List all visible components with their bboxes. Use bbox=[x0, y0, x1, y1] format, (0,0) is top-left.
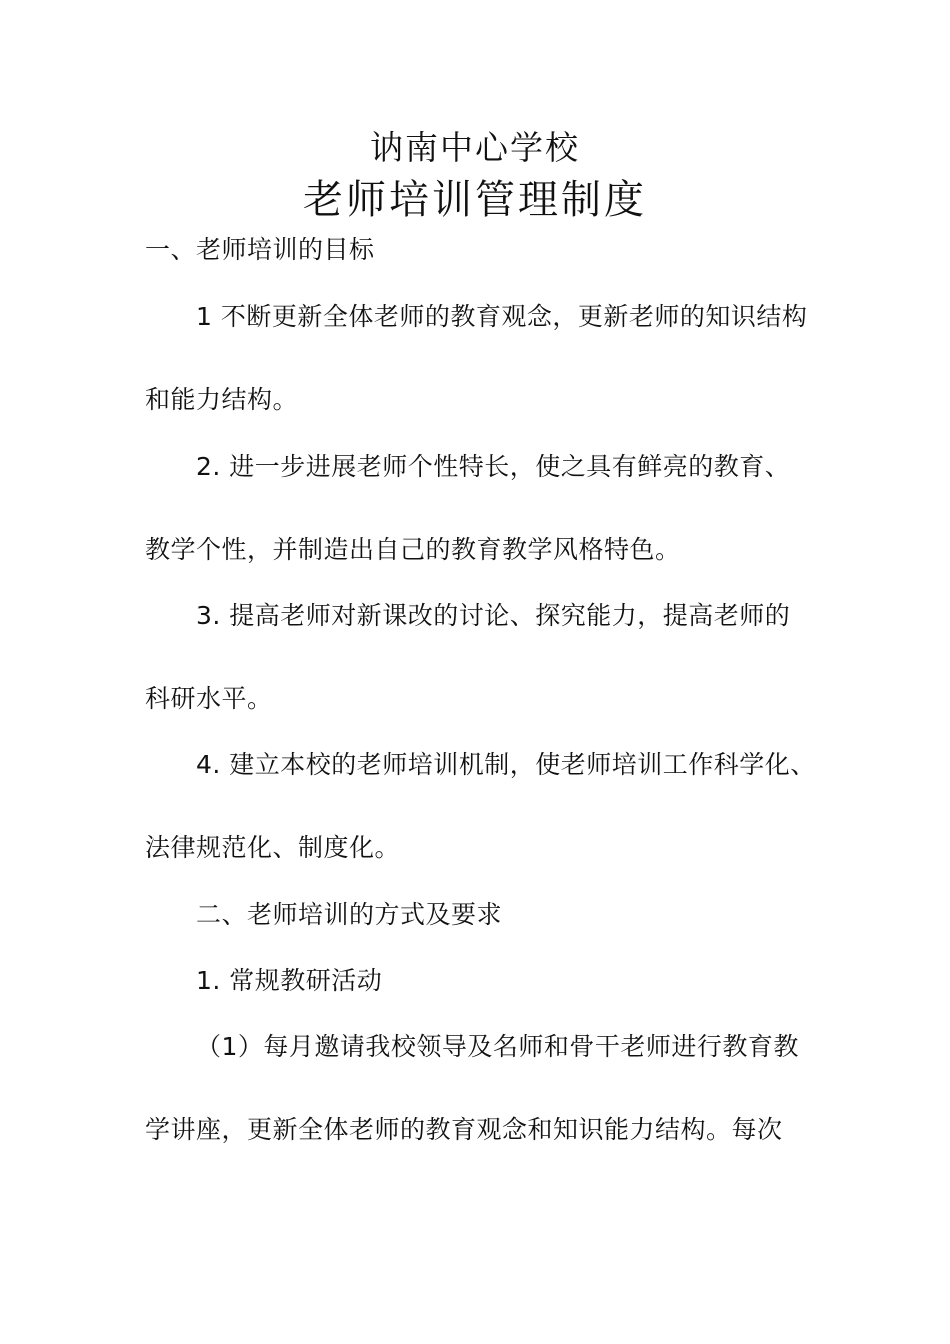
item-1-line-1: （1）每月邀请我校领导及名师和骨干老师进行教育教 bbox=[196, 1032, 799, 1061]
document-title: 老师培训管理制度 bbox=[303, 177, 647, 223]
school-name: 讷南中心学校 bbox=[370, 128, 580, 167]
goal-4-line-1: 4. 建立本校的老师培训机制，使老师培训工作科学化、 bbox=[196, 750, 816, 779]
goal-2-line-1: 2. 进一步进展老师个性特长，使之具有鲜亮的教育、 bbox=[196, 452, 791, 481]
goal-3-line-1: 3. 提高老师对新课改的讨论、探究能力，提高老师的 bbox=[196, 601, 791, 630]
subsection-routine-research: 1. 常规教研活动 bbox=[196, 966, 383, 995]
goal-1-line-2: 和能力结构。 bbox=[145, 385, 299, 414]
section-heading-goals: 一、老师培训的目标 bbox=[145, 235, 375, 264]
section-heading-methods: 二、老师培训的方式及要求 bbox=[196, 900, 503, 929]
goal-1-line-1: 1 不断更新全体老师的教育观念，更新老师的知识结构 bbox=[196, 302, 808, 331]
item-1-line-2: 学讲座，更新全体老师的教育观念和知识能力结构。每次 bbox=[145, 1115, 783, 1144]
goal-3-line-2: 科研水平。 bbox=[145, 684, 273, 713]
goal-2-line-2: 教学个性，并制造出自己的教育教学风格特色。 bbox=[145, 535, 681, 564]
goal-4-line-2: 法律规范化、制度化。 bbox=[145, 833, 401, 862]
